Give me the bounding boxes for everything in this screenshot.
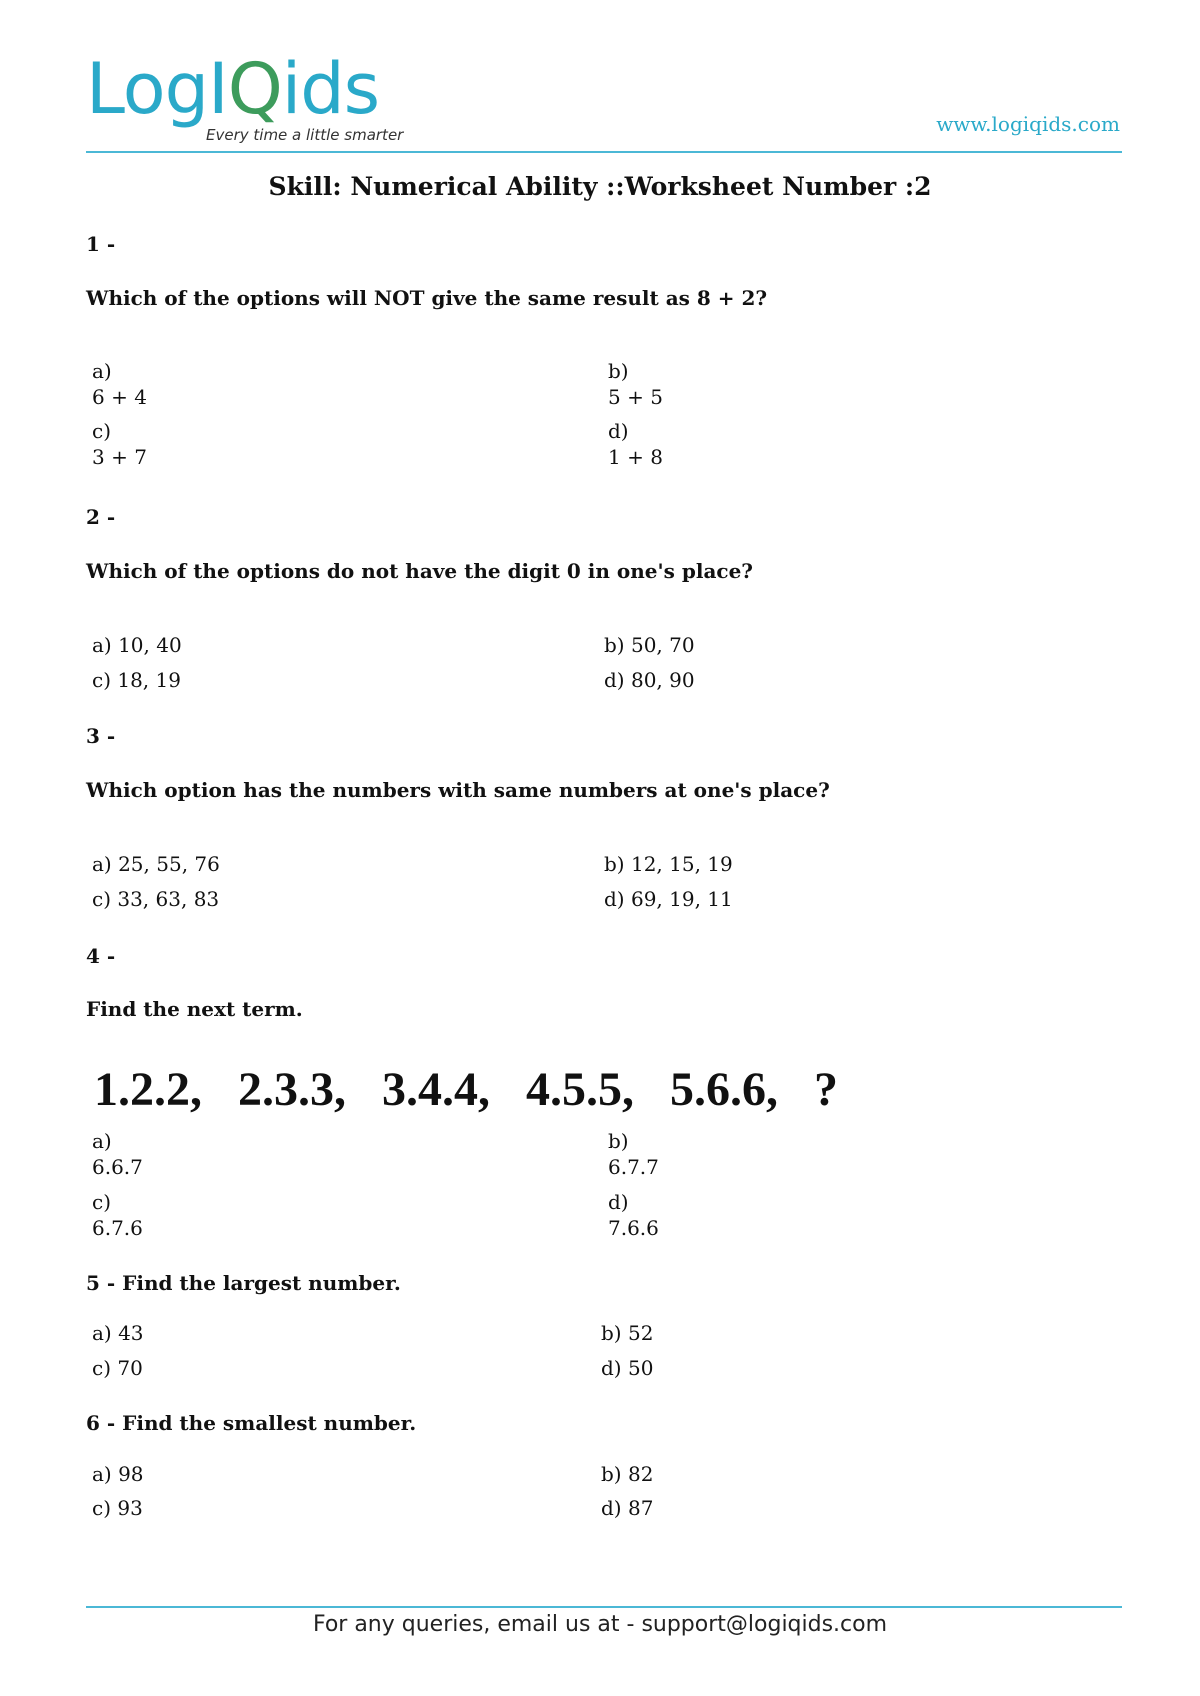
question-2-text: Which of the options do not have the digit 0 in one's place? xyxy=(86,559,754,583)
website-link[interactable]: www.logiqids.com xyxy=(936,112,1120,136)
question-1-option-b[interactable]: b) 5 + 5 xyxy=(608,359,663,409)
question-2-option-c[interactable]: c) 18, 19 xyxy=(92,668,181,692)
question-3-option-b[interactable]: b) 12, 15, 19 xyxy=(604,852,733,876)
question-4-option-c[interactable]: c) 6.7.6 xyxy=(92,1190,143,1240)
worksheet-title: Skill: Numerical Ability ::Worksheet Number :2 xyxy=(268,172,932,201)
question-5-option-d[interactable]: d) 50 xyxy=(601,1356,654,1380)
question-4-option-a[interactable]: a) 6.6.7 xyxy=(92,1129,143,1179)
header-divider xyxy=(86,151,1122,153)
question-6-option-a[interactable]: a) 98 xyxy=(92,1462,144,1486)
question-5-text: 5 - Find the largest number. xyxy=(86,1271,401,1295)
question-2-option-b[interactable]: b) 50, 70 xyxy=(604,633,695,657)
question-3-option-c[interactable]: c) 33, 63, 83 xyxy=(92,887,220,911)
question-6-option-d[interactable]: d) 87 xyxy=(601,1496,654,1520)
question-2-number: 2 - xyxy=(86,505,116,529)
question-6-option-c[interactable]: c) 93 xyxy=(92,1496,143,1520)
question-2-option-d[interactable]: d) 80, 90 xyxy=(604,668,695,692)
footer-contact: For any queries, email us at - support@logiqids.com xyxy=(312,1612,888,1637)
question-1-number: 1 - xyxy=(86,232,116,256)
logo-wordmark: LogIQids xyxy=(86,48,380,130)
question-3-text: Which option has the numbers with same numbers at one's place? xyxy=(86,778,830,802)
question-4-option-b[interactable]: b) 6.7.7 xyxy=(608,1129,659,1179)
question-1-text: Which of the options will NOT give the same result as 8 + 2? xyxy=(86,286,768,310)
question-1-option-c[interactable]: c) 3 + 7 xyxy=(92,419,147,469)
question-6-text: 6 - Find the smallest number. xyxy=(86,1411,417,1435)
question-2-option-a[interactable]: a) 10, 40 xyxy=(92,633,182,657)
question-3-option-d[interactable]: d) 69, 19, 11 xyxy=(604,887,733,911)
question-5-option-c[interactable]: c) 70 xyxy=(92,1356,143,1380)
question-5-option-b[interactable]: b) 52 xyxy=(601,1321,654,1345)
question-4-text: Find the next term. xyxy=(86,997,303,1021)
question-3-number: 3 - xyxy=(86,724,116,748)
question-4-option-d[interactable]: d) 7.6.6 xyxy=(608,1190,659,1240)
footer-divider xyxy=(86,1606,1122,1608)
question-1-option-a[interactable]: a) 6 + 4 xyxy=(92,359,147,409)
logiqids-logo xyxy=(86,44,446,154)
question-4-number: 4 - xyxy=(86,944,116,968)
question-6-option-b[interactable]: b) 82 xyxy=(601,1462,654,1486)
question-5-option-a[interactable]: a) 43 xyxy=(92,1321,144,1345)
question-3-option-a[interactable]: a) 25, 55, 76 xyxy=(92,852,220,876)
number-sequence-image: 1.2.2, 2.3.3, 3.4.4, 4.5.5, 5.6.6, ? xyxy=(94,1063,838,1116)
logo-tagline: Every time a little smarter xyxy=(206,126,404,144)
question-1-option-d[interactable]: d) 1 + 8 xyxy=(608,419,663,469)
